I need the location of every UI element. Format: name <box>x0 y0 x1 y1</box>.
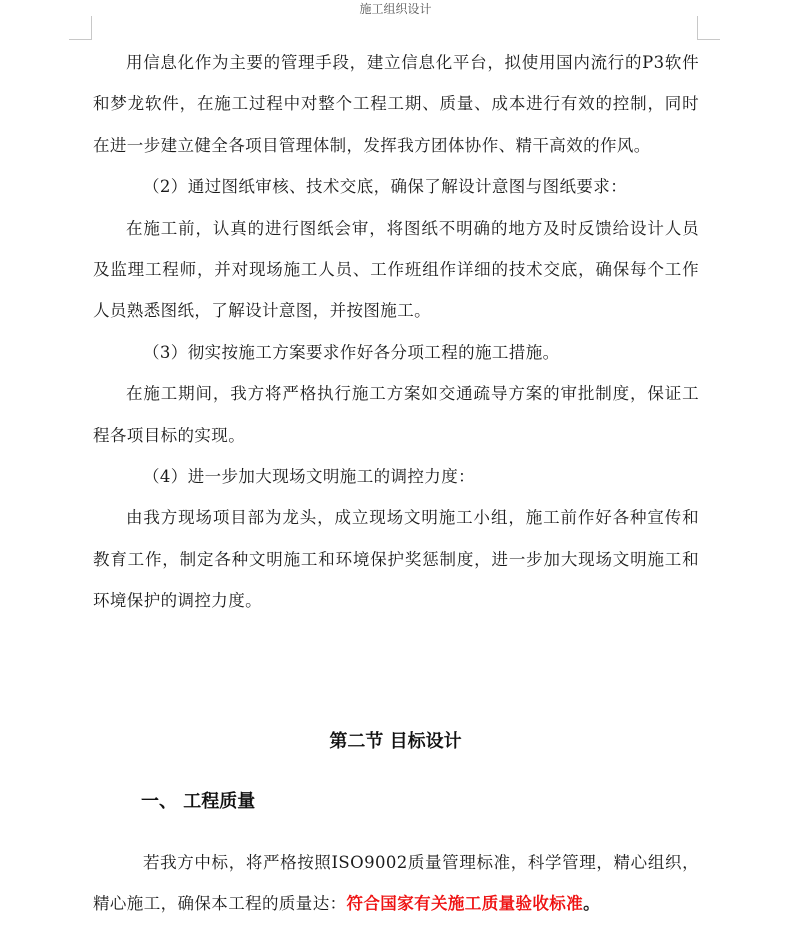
document-body <box>93 42 699 622</box>
quality-highlight-text: 符合国家有关施工质量验收标准 <box>346 894 584 914</box>
heading-engineering-quality: 一、 工程质量 <box>141 791 256 812</box>
paragraph-construction-plan: 在施工期间，我方将严格执行施工方案如交通疏导方案的审批制度，保证工程各项目标的实现。 <box>93 384 699 445</box>
paragraph-civilized-construction: 由我方现场项目部为龙头，成立现场文明施工小组，施工前作好各种宣传和教育工作，制定各种文明施工和环境保护奖惩制度，进一步加大现场文明施工和环境保护的调控力度。 <box>93 508 699 611</box>
paragraph-quality <box>93 842 699 925</box>
quality-tail-text: 。 <box>583 894 601 914</box>
crop-mark-right <box>697 16 720 40</box>
page-header: 施工组织设计 <box>359 2 432 16</box>
list-item-construction-plan: （3）彻实按施工方案要求作好各分项工程的施工措施。 <box>143 342 560 362</box>
quality-section <box>93 842 699 925</box>
paragraph-informatization: 用信息化作为主要的管理手段，建立信息化平台，拟使用国内流行的P3软件和梦龙软件，在施工过程中对整个工程工期、质量、成本进行有效的控制，同时在进一步建立健全各项目管理体制，发挥我方团体协作、精干高效的作风。 <box>93 53 699 155</box>
list-item-drawing-review: （2）通过图纸审核、技术交底，确保了解设计意图与图纸要求： <box>143 177 628 197</box>
list-item-civilized-construction: （4）进一步加大现场文明施工的调控力度： <box>143 467 475 487</box>
paragraph-drawing-review: 在施工前，认真的进行图纸会审，将图纸不明确的地方及时反馈给设计人员及监理工程师，并对现场施工人员、工作班组作详细的技术交底，确保每个工作人员熟悉图纸，了解设计意图，并按图施工。 <box>93 218 699 321</box>
section-title: 第二节 目标设计 <box>329 731 462 752</box>
crop-mark-left <box>69 16 92 40</box>
quality-lead-text: 若我方中标，将严格按照ISO9002质量管理标准，科学管理，精心组织，精心施工，确保本工程的质量达： <box>93 853 699 914</box>
